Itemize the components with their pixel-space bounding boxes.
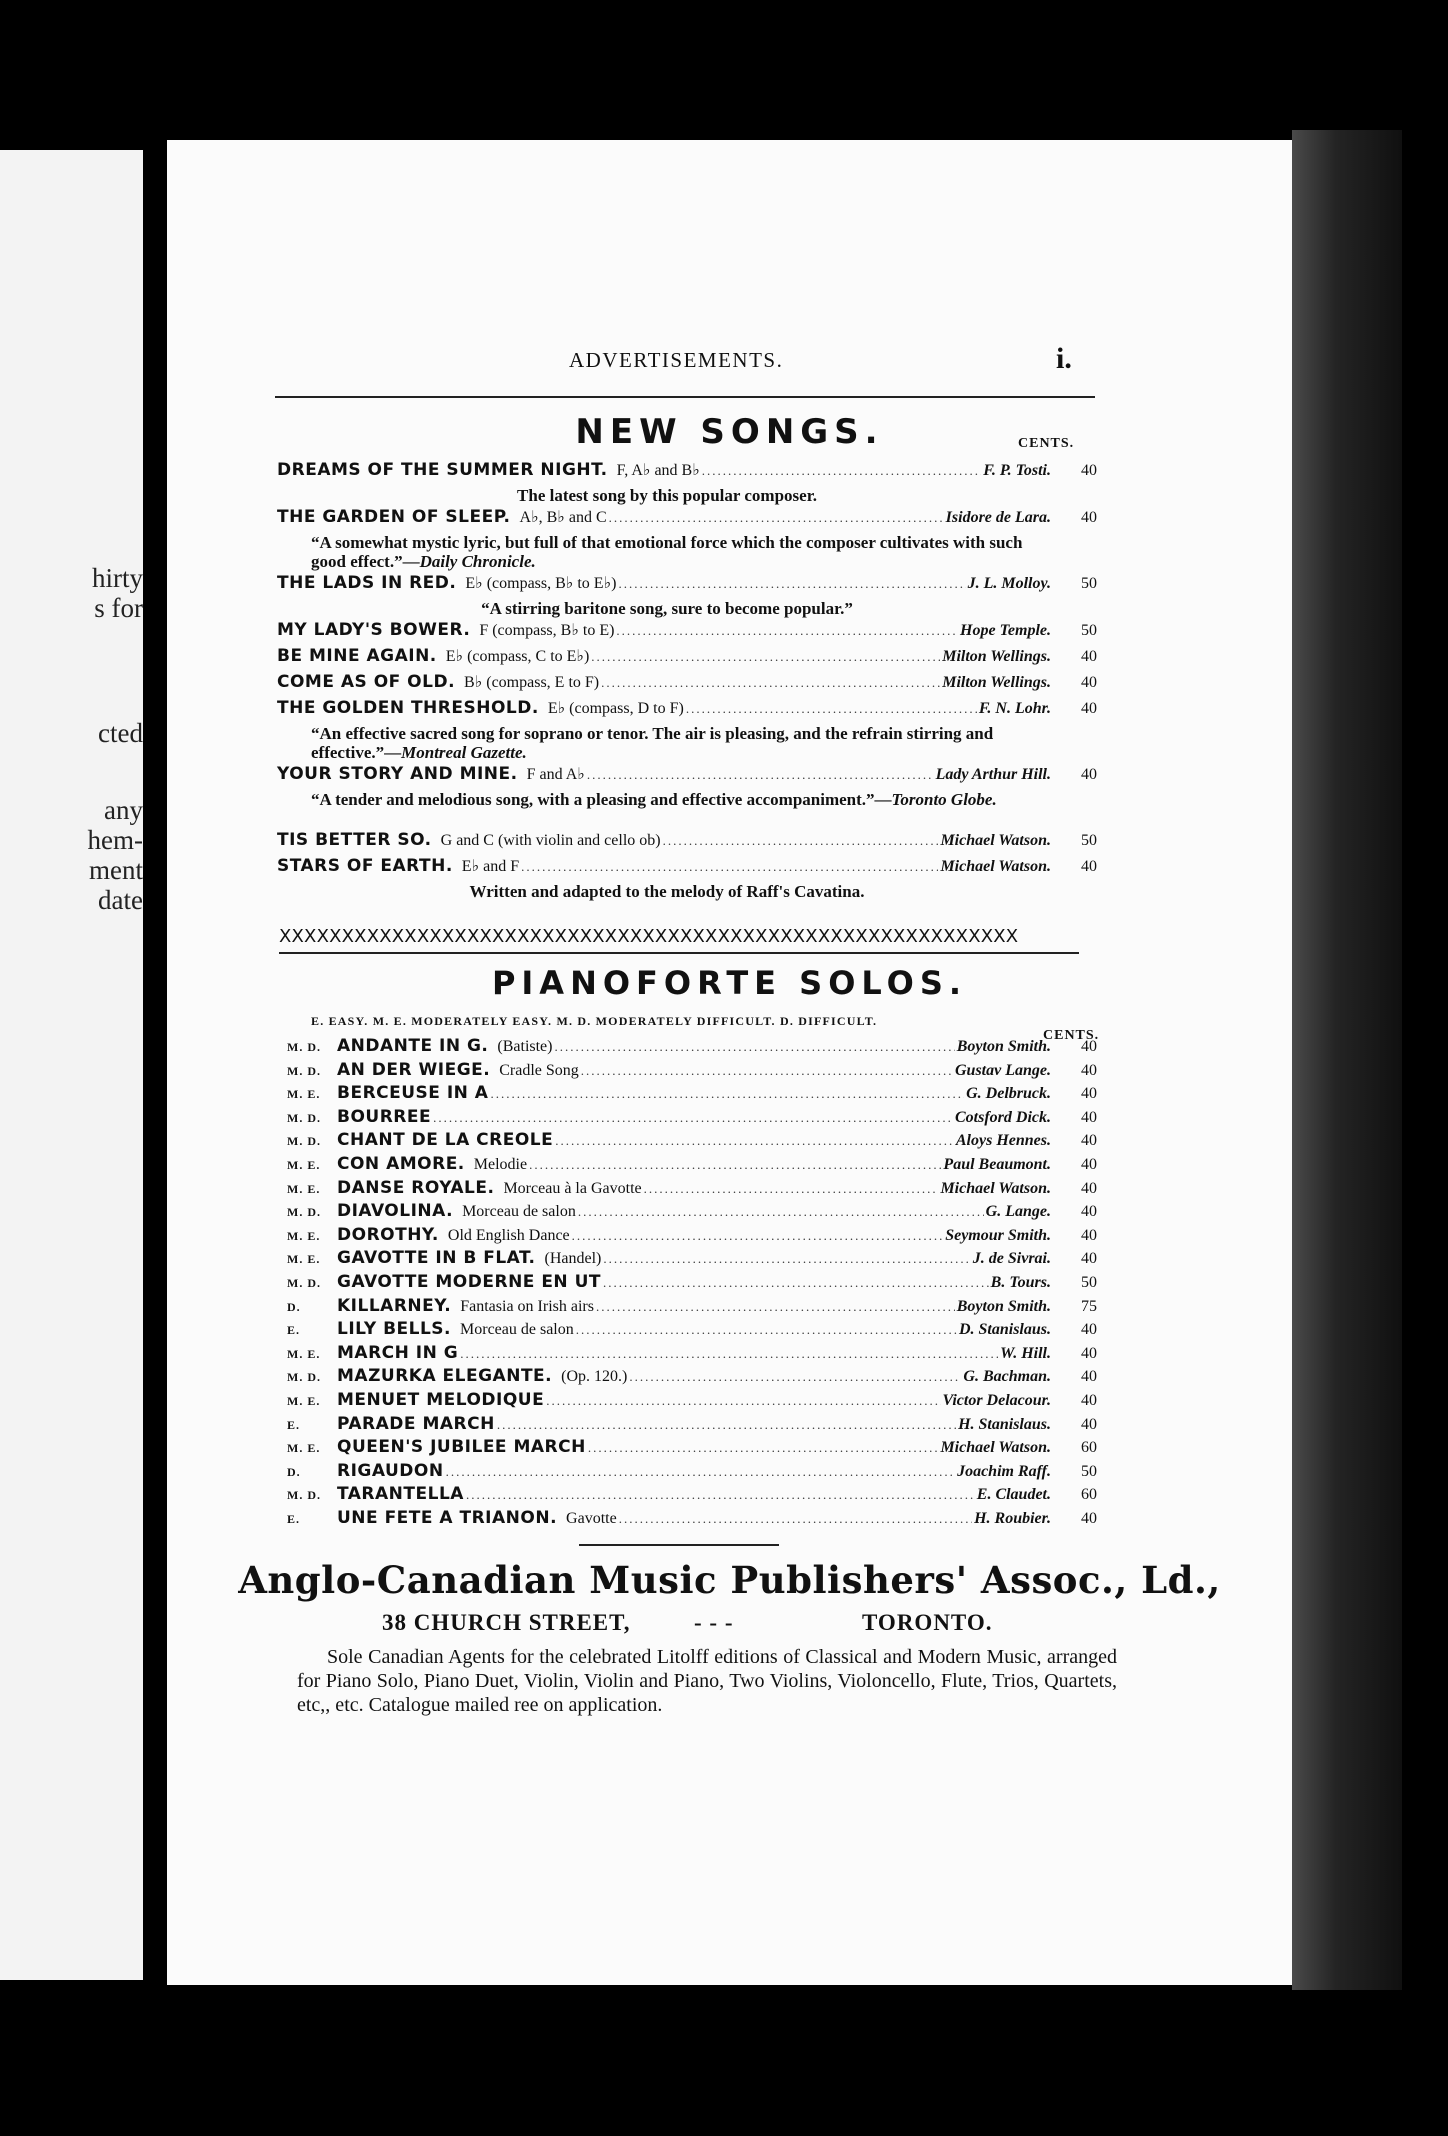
leader-dots xyxy=(466,1487,975,1503)
solo-entry xyxy=(287,1154,1097,1177)
solo-description: Morceau à la Gavotte xyxy=(503,1179,642,1197)
note-attribution: Montreal Gazette. xyxy=(401,743,527,762)
difficulty-grade: E. xyxy=(287,1323,301,1338)
solo-row xyxy=(287,1130,1097,1153)
book-spine xyxy=(1292,130,1402,1990)
song-row xyxy=(277,646,1097,672)
solo-row xyxy=(287,1225,1097,1248)
solo-composer: Gustav Lange. xyxy=(955,1061,1051,1079)
solo-entry xyxy=(287,1343,1097,1366)
solo-row xyxy=(287,1366,1097,1389)
leader-dots xyxy=(497,1417,956,1433)
song-composer: Michael Watson. xyxy=(940,858,1051,875)
solo-composer: Victor Delacour. xyxy=(942,1392,1051,1409)
solo-composer: Seymour Smith. xyxy=(945,1226,1051,1244)
song-price: 40 xyxy=(1081,766,1097,783)
solo-composer: W. Hill. xyxy=(1000,1344,1051,1362)
song-price: 50 xyxy=(1081,832,1097,849)
solo-price: 40 xyxy=(1081,1226,1097,1244)
leader-dots xyxy=(596,1299,955,1315)
leader-dots xyxy=(591,649,940,665)
song-note xyxy=(277,724,1051,762)
solo-composer: H. Stanislaus. xyxy=(958,1415,1051,1433)
solo-title: MENUET MELODIQUE xyxy=(337,1390,545,1410)
song-note xyxy=(277,599,1057,618)
leader-dots xyxy=(490,1086,964,1102)
song-note xyxy=(277,882,1057,901)
song-note xyxy=(277,790,1051,809)
solo-title: DOROTHY. xyxy=(337,1224,439,1245)
leader-dots xyxy=(629,1369,961,1385)
difficulty-grade: M. E. xyxy=(287,1087,321,1102)
song-title: DREAMS OF THE SUMMER NIGHT. xyxy=(277,460,608,480)
solo-entry xyxy=(287,1083,1097,1106)
song-price: 40 xyxy=(1081,858,1097,875)
solo-composer: G. Delbruck. xyxy=(966,1085,1051,1103)
song-composer: Hope Temple. xyxy=(960,622,1051,639)
solo-price: 40 xyxy=(1081,1510,1097,1527)
song-row xyxy=(277,698,1097,724)
difficulty-grade: M. E. xyxy=(287,1158,321,1172)
song-entry xyxy=(277,856,1097,901)
ornamental-divider: XXXXXXXXXXXXXXXXXXXXXXXXXXXXXXXXXXXXXXXXXXXXXXXXXXXXXXXXXXX xyxy=(279,926,1019,947)
song-entry xyxy=(277,620,1097,646)
solo-title: MARCH IN G xyxy=(337,1342,459,1363)
leader-dots xyxy=(603,1251,970,1267)
song-keys: E♭ (compass, D to F) xyxy=(547,700,684,717)
note-text: The latest song by this popular composer. xyxy=(517,486,817,505)
cents-label: CENTS. xyxy=(1043,1028,1100,1043)
leader-dots xyxy=(581,1063,953,1079)
note-text: “A somewhat mystic lyric, but full of that emotional force which the composer cultivates with such good effect.”— xyxy=(311,533,1023,571)
solo-description: Morceau de salon xyxy=(460,1321,574,1339)
solo-row xyxy=(287,1083,1097,1106)
song-entry xyxy=(277,764,1097,809)
leader-dots xyxy=(616,623,958,639)
difficulty-grade: D. xyxy=(287,1464,301,1479)
solo-price: 40 xyxy=(1081,1392,1097,1409)
note-text: “An effective sacred song for soprano or tenor. The air is pleasing, and the refrain stirring and effective.”— xyxy=(311,724,994,762)
leader-dots xyxy=(663,833,939,849)
song-title: THE GARDEN OF SLEEP. xyxy=(277,507,511,527)
solo-entry xyxy=(287,1036,1097,1059)
solo-composer: G. Lange. xyxy=(985,1203,1051,1221)
song-composer: Milton Wellings. xyxy=(942,648,1051,665)
solo-row xyxy=(287,1484,1097,1507)
song-title: THE GOLDEN THRESHOLD. xyxy=(277,698,539,718)
leader-dots xyxy=(529,1157,941,1173)
song-composer: Lady Arthur Hill. xyxy=(935,766,1051,783)
publisher-name: Anglo-Canadian Music Publishers' Assoc., Ld., xyxy=(238,1558,1221,1602)
solo-entry xyxy=(287,1272,1097,1295)
solo-composer: B. Tours. xyxy=(990,1274,1051,1291)
leader-dots xyxy=(618,576,965,592)
solo-entry xyxy=(287,1296,1097,1319)
advertisement-page xyxy=(167,140,1292,1985)
left-fragment: cted xyxy=(98,718,143,748)
difficulty-grade: M. D. xyxy=(287,1134,321,1149)
song-row xyxy=(277,764,1097,790)
solo-description: Cradle Song xyxy=(499,1061,579,1079)
solo-description: (Batiste) xyxy=(497,1038,553,1055)
solo-row xyxy=(287,1154,1097,1177)
song-price: 50 xyxy=(1081,622,1097,639)
leader-dots xyxy=(546,1393,940,1409)
solo-row xyxy=(287,1343,1097,1366)
solo-title: AN DER WIEGE. xyxy=(337,1059,491,1080)
solo-title: ANDANTE IN G. xyxy=(337,1036,489,1056)
solo-title: UNE FETE A TRIANON. xyxy=(337,1508,558,1528)
song-price: 40 xyxy=(1081,509,1097,526)
note-text: Written and adapted to the melody of Raff's Cavatina. xyxy=(469,882,865,901)
song-row xyxy=(277,672,1097,698)
solo-entry xyxy=(287,1484,1097,1507)
song-keys: A♭, B♭ and C xyxy=(519,509,607,526)
solo-price: 40 xyxy=(1081,1156,1097,1173)
difficulty-grade: M. D. xyxy=(287,1370,321,1385)
solo-price: 40 xyxy=(1081,1344,1097,1362)
song-row xyxy=(277,460,1097,486)
difficulty-grade: M. E. xyxy=(287,1394,321,1408)
song-entry xyxy=(277,460,1097,505)
solo-title: PARADE MARCH xyxy=(337,1413,495,1434)
difficulty-grade: M. D. xyxy=(287,1488,321,1503)
divider-rule xyxy=(279,952,1079,954)
solo-composer: E. Claudet. xyxy=(976,1486,1051,1504)
song-entry xyxy=(277,830,1097,856)
difficulty-grade: M. D. xyxy=(287,1276,321,1290)
song-note xyxy=(277,533,1051,571)
song-title: STARS OF EARTH. xyxy=(277,856,453,876)
adjacent-page xyxy=(0,150,143,1980)
song-title: COME AS OF OLD. xyxy=(277,672,456,692)
solo-composer: G. Bachman. xyxy=(963,1368,1051,1386)
page-number: i. xyxy=(1056,342,1072,375)
leader-dots xyxy=(587,767,934,783)
leader-dots xyxy=(644,1181,939,1197)
solo-title: DANSE ROYALE. xyxy=(337,1177,495,1198)
solo-entry xyxy=(287,1437,1097,1460)
solo-entry xyxy=(287,1319,1097,1342)
solo-entry xyxy=(287,1225,1097,1248)
difficulty-grade: M. E. xyxy=(287,1181,321,1196)
solo-row xyxy=(287,1508,1097,1531)
leader-dots xyxy=(601,675,940,691)
leader-dots xyxy=(578,1204,984,1220)
pianoforte-solos-heading: PIANOFORTE SOLOS. xyxy=(491,964,968,1002)
leader-dots xyxy=(446,1464,955,1480)
solo-entry xyxy=(287,1130,1097,1153)
solo-title: DIAVOLINA. xyxy=(337,1201,454,1222)
solo-composer: H. Roubier. xyxy=(974,1510,1051,1527)
solo-title: QUEEN'S JUBILEE MARCH xyxy=(337,1437,586,1458)
song-keys: B♭ (compass, E to F) xyxy=(464,674,600,691)
left-fragment: date xyxy=(98,885,143,915)
song-entry xyxy=(277,672,1097,698)
leader-dots xyxy=(686,701,977,717)
song-entry xyxy=(277,698,1097,762)
solo-price: 40 xyxy=(1081,1038,1097,1055)
solo-title: LILY BELLS. xyxy=(337,1319,452,1340)
page-header xyxy=(167,342,1292,378)
footer-rule xyxy=(579,1544,779,1546)
solo-entry xyxy=(287,1201,1097,1224)
song-composer: Isidore de Lara. xyxy=(945,509,1051,526)
solo-entry xyxy=(287,1060,1097,1083)
solo-title: RIGAUDON xyxy=(337,1460,444,1481)
song-row xyxy=(277,507,1097,533)
publisher-city: TORONTO. xyxy=(862,1610,993,1635)
header-rule xyxy=(275,396,1095,398)
solo-composer: Cotsford Dick. xyxy=(955,1108,1051,1126)
solo-title: BERCEUSE IN A xyxy=(337,1083,489,1104)
solo-row xyxy=(287,1319,1097,1342)
song-title: BE MINE AGAIN. xyxy=(277,646,437,666)
song-keys: E♭ and F xyxy=(461,858,520,875)
solo-composer: Michael Watson. xyxy=(940,1439,1051,1457)
solo-row xyxy=(287,1107,1097,1130)
song-keys: E♭ (compass, B♭ to E♭) xyxy=(465,575,617,592)
solo-price: 40 xyxy=(1081,1250,1097,1268)
difficulty-grade: M. E. xyxy=(287,1441,321,1456)
solo-price: 50 xyxy=(1081,1274,1097,1291)
difficulty-grade: M. D. xyxy=(287,1063,321,1078)
address-dashes: - - - xyxy=(694,1610,734,1635)
song-entry xyxy=(277,646,1097,672)
left-fragment: any xyxy=(104,795,143,825)
song-row xyxy=(277,620,1097,646)
leader-dots xyxy=(702,463,981,479)
solo-row xyxy=(287,1248,1097,1271)
solo-row xyxy=(287,1390,1097,1413)
leader-dots xyxy=(576,1322,957,1338)
solo-price: 75 xyxy=(1081,1297,1097,1315)
solo-row xyxy=(287,1201,1097,1224)
solo-price: 40 xyxy=(1081,1415,1097,1433)
difficulty-grade: M. E. xyxy=(287,1228,321,1243)
leader-dots xyxy=(603,1275,989,1291)
solo-composer: D. Stanislaus. xyxy=(958,1321,1051,1339)
solo-title: GAVOTTE IN B FLAT. xyxy=(337,1248,536,1269)
leader-dots xyxy=(554,1039,954,1055)
solo-row xyxy=(287,1178,1097,1201)
song-price: 50 xyxy=(1081,575,1097,592)
song-entry xyxy=(277,573,1097,618)
song-composer: Michael Watson. xyxy=(940,832,1051,849)
song-title: TIS BETTER SO. xyxy=(277,830,432,850)
song-price: 40 xyxy=(1081,674,1097,691)
solo-title: BOURREE xyxy=(337,1106,432,1127)
song-composer: Milton Wellings. xyxy=(942,674,1051,691)
left-fragment: hirty xyxy=(92,563,143,593)
solo-price: 40 xyxy=(1081,1368,1097,1386)
leader-dots xyxy=(572,1228,944,1244)
note-text: “A tender and melodious song, with a pleasing and effective accompaniment.”— xyxy=(311,790,892,809)
song-composer: J. L. Molloy. xyxy=(967,575,1051,592)
solo-price: 60 xyxy=(1081,1439,1097,1457)
solo-composer: Boyton Smith. xyxy=(956,1297,1051,1315)
cents-label: CENTS. xyxy=(1018,436,1075,451)
solo-entry xyxy=(287,1248,1097,1271)
solo-entry xyxy=(287,1390,1097,1413)
solo-price: 40 xyxy=(1081,1203,1097,1221)
leader-dots xyxy=(521,859,938,875)
solo-row xyxy=(287,1296,1097,1319)
song-title: YOUR STORY AND MINE. xyxy=(277,764,518,784)
solo-composer: Michael Watson. xyxy=(940,1179,1051,1197)
solo-price: 40 xyxy=(1081,1108,1097,1126)
leader-dots xyxy=(619,1511,972,1527)
solo-description: (Handel) xyxy=(544,1250,602,1268)
leader-dots xyxy=(433,1110,953,1126)
solo-row xyxy=(287,1036,1097,1059)
song-title: MY LADY'S BOWER. xyxy=(277,620,471,640)
song-keys: F (compass, B♭ to E) xyxy=(479,622,615,639)
solo-price: 50 xyxy=(1081,1462,1097,1480)
song-keys: F, A♭ and B♭ xyxy=(616,462,700,479)
song-title: THE LADS IN RED. xyxy=(277,573,457,593)
solo-price: 40 xyxy=(1081,1179,1097,1197)
solo-composer: Joachim Raff. xyxy=(957,1462,1051,1480)
solo-description: Melodie xyxy=(473,1156,528,1173)
solo-title: CHANT DE LA CREOLE xyxy=(337,1130,554,1151)
solo-row xyxy=(287,1272,1097,1295)
left-fragment: s for xyxy=(94,593,143,623)
difficulty-grade: M. D. xyxy=(287,1205,321,1220)
song-keys: E♭ (compass, C to E♭) xyxy=(445,648,590,665)
solo-price: 60 xyxy=(1081,1486,1097,1504)
leader-dots xyxy=(609,510,944,526)
left-fragment: ment xyxy=(89,855,143,885)
difficulty-grade: E. xyxy=(287,1417,301,1432)
solo-row xyxy=(287,1060,1097,1083)
solo-entry xyxy=(287,1178,1097,1201)
song-entry xyxy=(277,507,1097,571)
difficulty-grade: D. xyxy=(287,1299,301,1314)
solo-description: Morceau de salon xyxy=(462,1203,576,1221)
song-row xyxy=(277,856,1097,882)
solo-composer: Boyton Smith. xyxy=(956,1038,1051,1055)
song-keys: G and C (with violin and cello ob) xyxy=(440,832,661,849)
solo-title: KILLARNEY. xyxy=(337,1295,452,1316)
difficulty-grade: M. D. xyxy=(287,1110,321,1125)
leader-dots xyxy=(460,1346,998,1362)
solo-price: 40 xyxy=(1081,1132,1097,1150)
solo-entry xyxy=(287,1414,1097,1437)
difficulty-grade: E. xyxy=(287,1512,301,1526)
leader-dots xyxy=(555,1133,954,1149)
difficulty-legend: E. EASY. M. E. MODERATELY EASY. M. D. MODERATELY DIFFICULT. D. DIFFICULT. xyxy=(311,1014,878,1028)
song-note xyxy=(277,486,1057,505)
new-songs-heading: NEW SONGS. xyxy=(575,412,884,452)
left-fragment: hem- xyxy=(87,825,143,855)
header-title: ADVERTISEMENTS. xyxy=(569,348,784,372)
song-row xyxy=(277,830,1097,856)
solo-description: Old English Dance xyxy=(447,1226,570,1244)
song-composer: F. N. Lohr. xyxy=(978,700,1051,717)
song-price: 40 xyxy=(1081,648,1097,665)
song-composer: F. P. Tosti. xyxy=(983,462,1051,479)
solo-description: Gavotte xyxy=(566,1510,617,1527)
solo-title: TARANTELLA xyxy=(337,1484,464,1505)
solo-title: MAZURKA ELEGANTE. xyxy=(337,1366,553,1387)
song-keys: F and A♭ xyxy=(526,766,585,783)
solo-entry xyxy=(287,1461,1097,1484)
solo-row xyxy=(287,1414,1097,1437)
song-row xyxy=(277,573,1097,599)
note-text: “A stirring baritone song, sure to become popular.” xyxy=(481,599,853,618)
solo-composer: J. de Sivrai. xyxy=(972,1250,1051,1268)
song-price: 40 xyxy=(1081,700,1097,717)
difficulty-grade: M. D. xyxy=(287,1040,321,1054)
difficulty-grade: M. E. xyxy=(287,1346,321,1361)
song-price: 40 xyxy=(1081,462,1097,479)
leader-dots xyxy=(588,1440,939,1456)
note-attribution: Daily Chronicle. xyxy=(419,552,536,571)
solo-row xyxy=(287,1461,1097,1484)
difficulty-grade: M. E. xyxy=(287,1252,321,1267)
publisher-blurb: Sole Canadian Agents for the celebrated Litolff editions of Classical and Modern Music, arranged for Piano Solo, Piano Duet, Violin, Violin and Piano, Two Violins, Violoncello, Flute, Trios, Quartets, etc,, etc. Catalogue mailed ree on application. xyxy=(297,1646,1117,1716)
solo-price: 40 xyxy=(1081,1085,1097,1103)
note-attribution: Toronto Globe. xyxy=(891,790,997,809)
solo-description: Fantasia on Irish airs xyxy=(460,1297,594,1315)
solo-price: 40 xyxy=(1081,1321,1097,1339)
publisher-street: 38 CHURCH STREET, xyxy=(382,1610,631,1635)
solo-row xyxy=(287,1437,1097,1460)
solo-composer: Aloys Hennes. xyxy=(955,1132,1051,1150)
solo-composer: Paul Beaumont. xyxy=(943,1156,1051,1173)
solo-title: CON AMORE. xyxy=(337,1154,465,1174)
solo-price: 40 xyxy=(1081,1061,1097,1079)
solo-entry xyxy=(287,1366,1097,1389)
solo-description: (Op. 120.) xyxy=(561,1368,628,1386)
solo-entry xyxy=(287,1508,1097,1531)
solo-entry xyxy=(287,1107,1097,1130)
solo-title: GAVOTTE MODERNE EN UT xyxy=(337,1272,601,1292)
